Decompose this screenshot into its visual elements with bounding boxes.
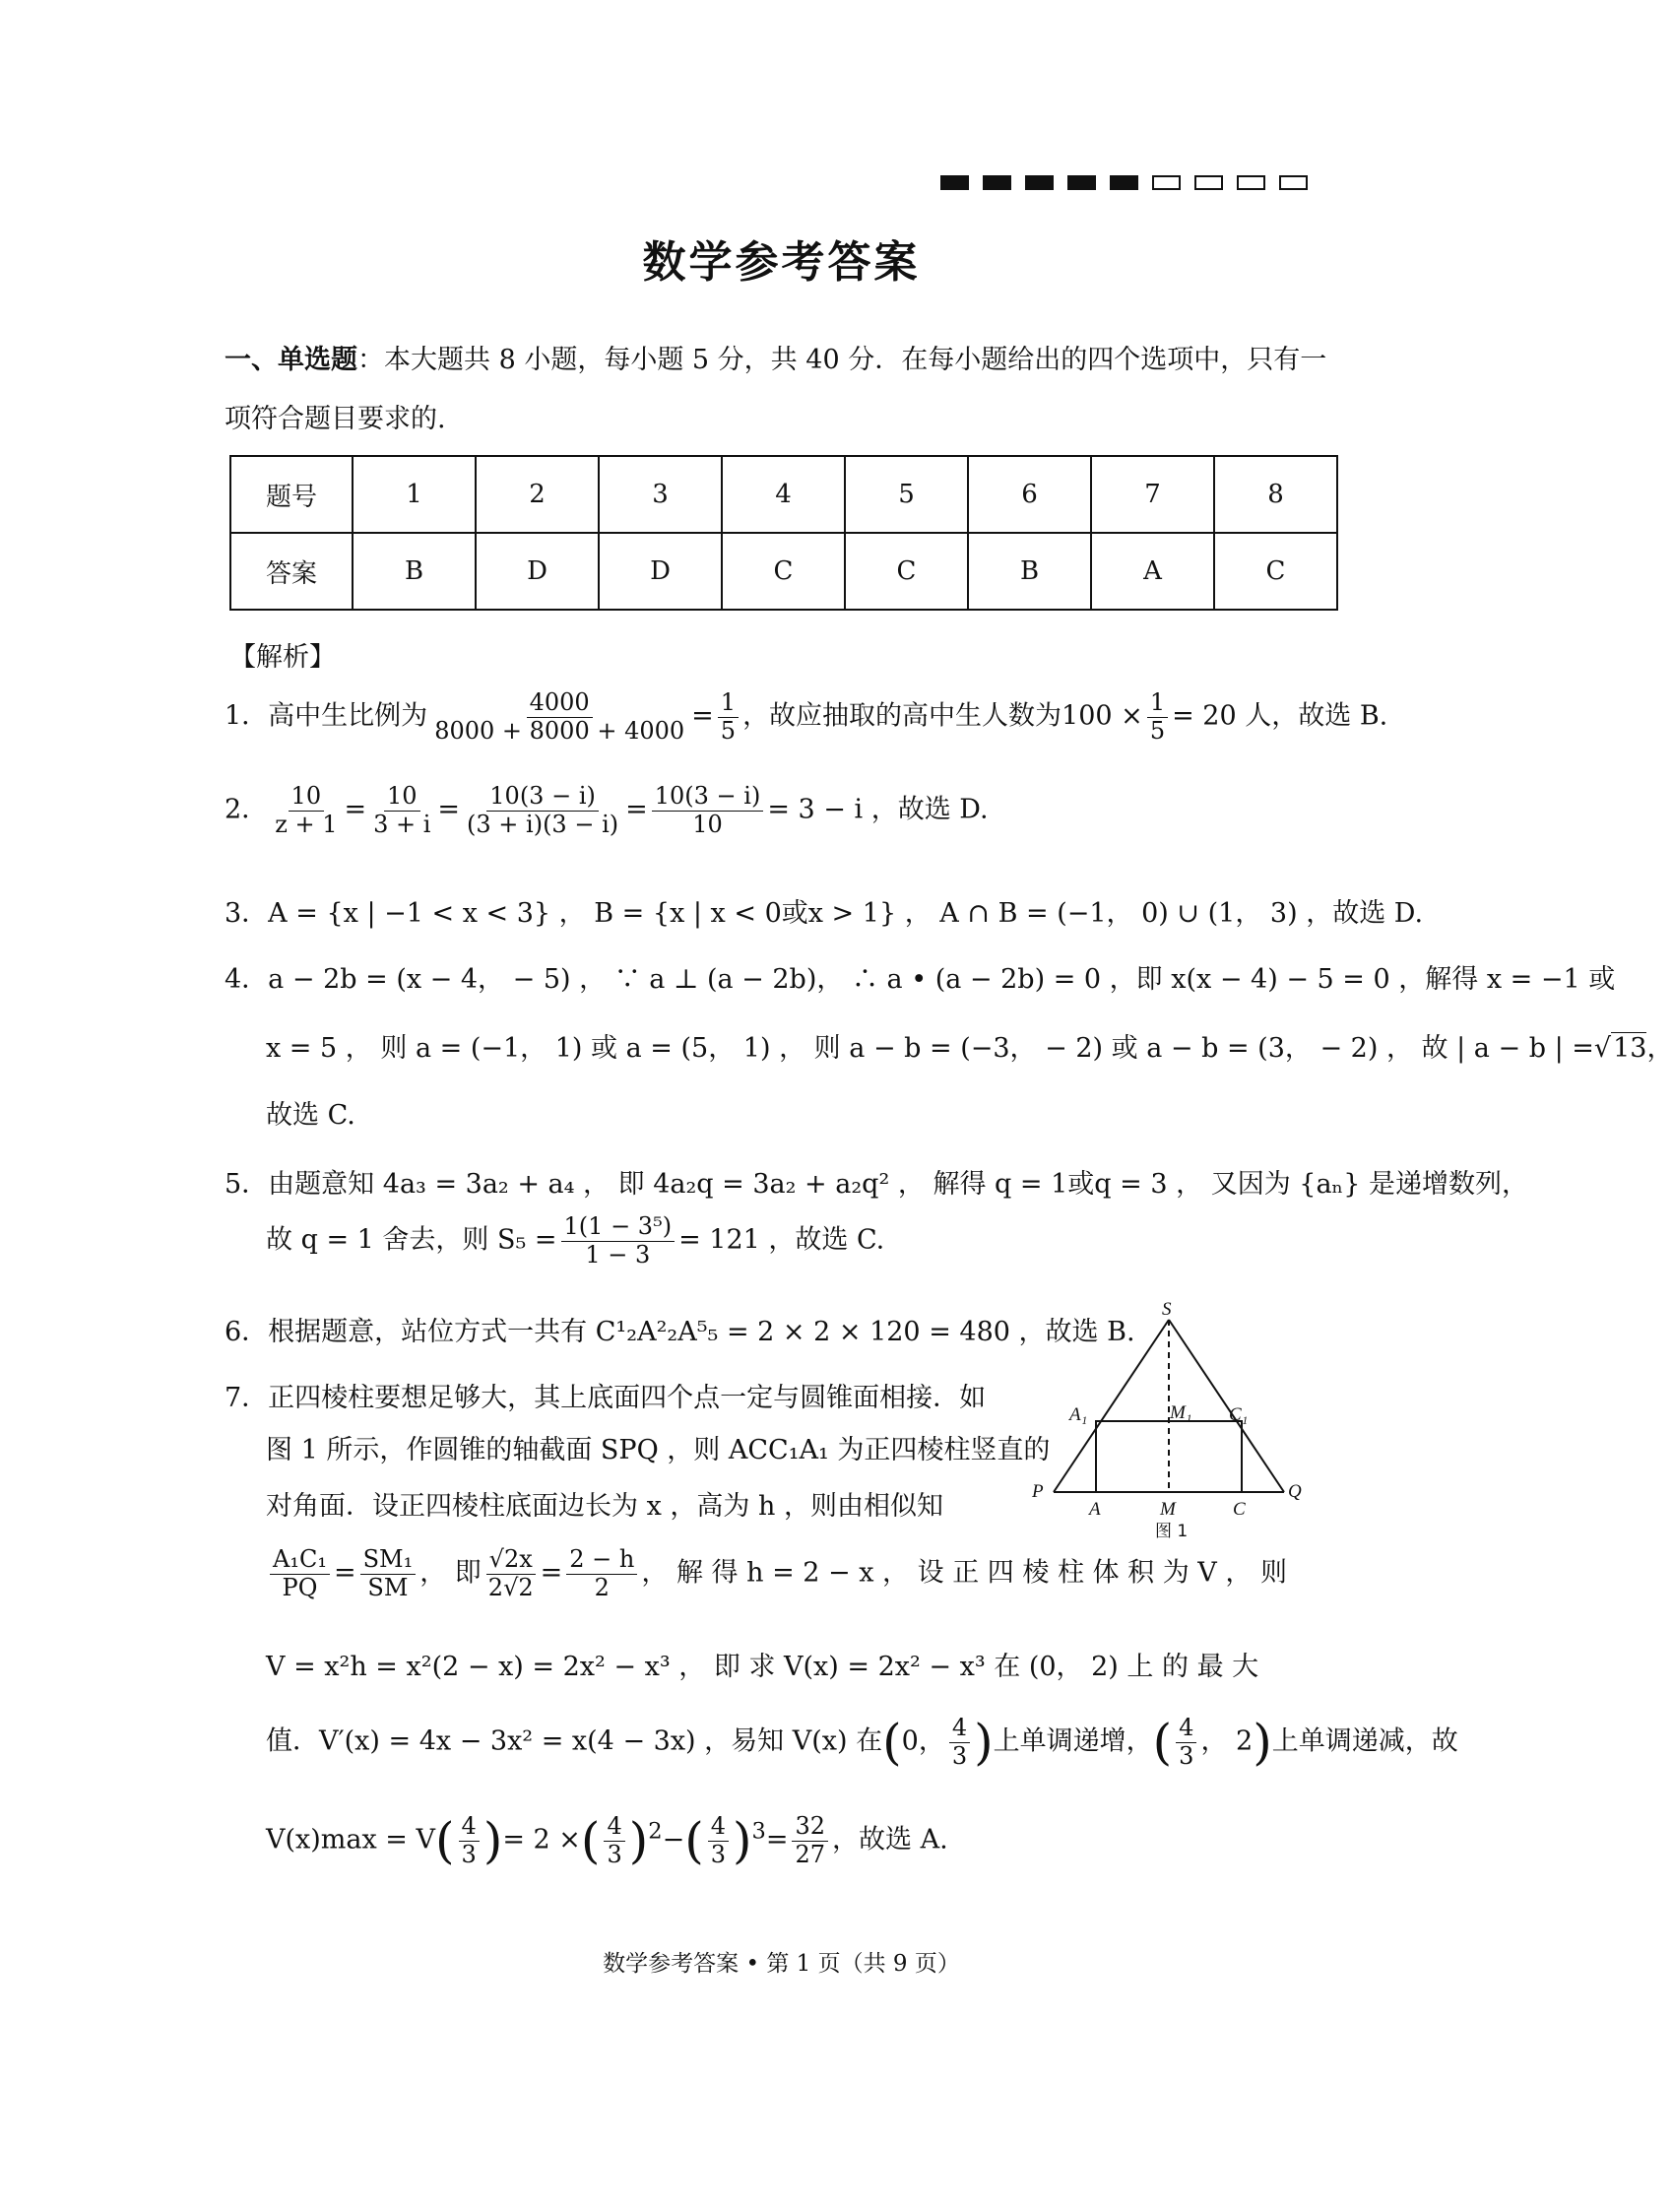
solution-7-line1: 7．正四棱柱要想足够大，其上底面四个点一定与圆锥面相接．如 bbox=[225, 1383, 987, 1413]
numerator: 10(3 − i) bbox=[652, 783, 764, 812]
page-title: 数学参考答案 bbox=[642, 237, 921, 288]
exponent: 2 bbox=[648, 1818, 663, 1845]
progress-mark-filled bbox=[1110, 175, 1138, 190]
numerator: 1(1 − 3⁵) bbox=[561, 1213, 676, 1242]
denominator: 2√2 bbox=[487, 1573, 534, 1601]
table-row bbox=[230, 456, 1337, 533]
progress-mark-filled bbox=[983, 175, 1011, 190]
denominator: 5 bbox=[720, 716, 737, 745]
solution-text: 故 q = 1 舍去，则 S₅ = bbox=[266, 1224, 557, 1256]
table-cell: 7 bbox=[1091, 456, 1214, 533]
solution-text: ， 解 得 h = 2 − x ， 设 正 四 棱 柱 体 积 为 V ， 则 bbox=[641, 1557, 1287, 1589]
fraction bbox=[431, 689, 687, 745]
denominator: 2 bbox=[594, 1573, 610, 1601]
cone-cross-section-figure bbox=[1024, 1300, 1310, 1546]
table-header-cell: 答案 bbox=[230, 533, 353, 610]
table-cell: 4 bbox=[722, 456, 845, 533]
denominator: 10 bbox=[692, 810, 723, 838]
solution-text: = bbox=[765, 1824, 789, 1855]
numerator: 2 − h bbox=[566, 1546, 637, 1575]
numerator: √2x bbox=[486, 1546, 536, 1575]
solution-text: x = 5 ， 则 a = (−1， 1) 或 a = (5， 1) ， 则 a − b = (−3， − 2) 或 a − b = (3， − 2) ， 故 | a − b | = bbox=[266, 1033, 1594, 1064]
progress-mark-filled bbox=[1067, 175, 1096, 190]
denominator: 8000 + 8000 + 4000 bbox=[434, 716, 685, 745]
numerator: 4 bbox=[949, 1715, 970, 1743]
denominator: 3 bbox=[1179, 1741, 1194, 1770]
table-cell: 2 bbox=[476, 456, 599, 533]
solution-text: 上单调递增， bbox=[993, 1725, 1153, 1757]
table-cell: 5 bbox=[845, 456, 968, 533]
fraction bbox=[1176, 1715, 1196, 1770]
solution-4-line2: x = 5 ， 则 a = (−1， 1) 或 a = (5， 1) ， 则 a − b = (−3， − 2) 或 a − b = (3， − 2) ， 故 | a − b | =√13， bbox=[266, 1033, 1673, 1064]
numerator: 1 bbox=[1147, 689, 1168, 718]
table-header-cell: 题号 bbox=[230, 456, 353, 533]
denominator: z + 1 bbox=[275, 810, 338, 838]
fraction bbox=[792, 1813, 828, 1868]
progress-mark-empty bbox=[1279, 175, 1308, 190]
fraction bbox=[652, 783, 764, 838]
denominator: (3 + i)(3 − i) bbox=[467, 810, 619, 838]
figure-label: A bbox=[1089, 1499, 1101, 1520]
table-cell: D bbox=[476, 533, 599, 610]
progress-mark-empty bbox=[1237, 175, 1265, 190]
progress-mark-empty bbox=[1152, 175, 1181, 190]
solution-text: = 2 × bbox=[502, 1824, 581, 1855]
denominator: PQ bbox=[282, 1573, 318, 1601]
sqrt-value: 13 bbox=[1613, 1033, 1647, 1064]
denominator: SM bbox=[367, 1573, 409, 1601]
exponent: 3 bbox=[751, 1818, 766, 1845]
solution-7-line7: V(x)max = V( $\frac{4}{3}$ )= 2 ×( $\frac{4}{3}$ )$^2$−( $\frac{4}{3}$ )$^3$= $\frac{32}{27}$ ，故选 A. bbox=[266, 1811, 948, 1869]
solution-4-line3: 故选 C. bbox=[266, 1100, 355, 1131]
table-cell: D bbox=[599, 533, 722, 610]
solution-text: = 3 − i ，故选 D. bbox=[767, 794, 989, 825]
fraction bbox=[561, 1213, 676, 1269]
solution-text: ， bbox=[1646, 1033, 1673, 1064]
denominator: 27 bbox=[795, 1840, 825, 1868]
solution-1 bbox=[225, 689, 1387, 745]
section-heading bbox=[225, 338, 1326, 376]
solution-7-line4: $\frac{\text{A₁C₁}}{PQ}$ = $\frac{\text{SM₁}}{SM}$ ， 即 $\frac{√2x}{2√2}$ = $\frac{2 - h}{2}$ ， 解 得 h = 2 − x ， 设 正 四 棱 柱 体 积 为 V ， 则 bbox=[266, 1546, 1287, 1601]
figure-caption: 图 1 bbox=[1155, 1522, 1189, 1541]
solution-text: V(x)max = V bbox=[266, 1824, 436, 1855]
denominator: 3 bbox=[607, 1840, 622, 1868]
solution-4-line1: 4．a − 2b = (x − 4， − 5) ， ∵ a ⊥ (a − 2b)， ∴ a • (a − 2b) = 0 ，即 x(x − 4) − 5 = 0 ，解得 x = −1 或 bbox=[225, 964, 1616, 995]
table-cell: 3 bbox=[599, 456, 722, 533]
solution-7-line2: 图 1 所示，作圆锥的轴截面 SPQ ，则 ACC₁A₁ 为正四棱柱竖直的 bbox=[266, 1435, 1051, 1465]
solution-text: − bbox=[662, 1824, 685, 1855]
denominator: 5 bbox=[1149, 716, 1166, 745]
table-cell: A bbox=[1091, 533, 1214, 610]
solution-7-line6: 值．V′(x) = 4x − 3x² = x(4 − 3x) ，易知 V(x) 在(0， $\frac{4}{3}$ )上单调递增，( $\frac{4}{3}$ ， 2)上单调递减，故 bbox=[266, 1713, 1458, 1771]
solution-6: 6．根据题意，站位方式一共有 C¹₂A²₂A⁵₅ = 2 × 2 × 120 = 480 ，故选 B. bbox=[225, 1317, 1135, 1347]
page-footer: 数学参考答案 • 第 1 页（共 9 页） bbox=[603, 1951, 960, 1977]
section-description: ：本大题共 8 小题，每小题 5 分，共 40 分．在每小题给出的四个选项中，只有一 bbox=[357, 345, 1327, 375]
solution-text: = 20 人，故选 B. bbox=[1172, 700, 1388, 732]
numerator: 32 bbox=[792, 1813, 828, 1842]
figure-label: Q bbox=[1288, 1481, 1302, 1502]
answer-table bbox=[229, 455, 1338, 611]
solution-5-line1: 5．由题意知 4a₃ = 3a₂ + a₄ ， 即 4a₂q = 3a₂ + a₂q² ， 解得 q = 1或q = 3 ， 又因为 {aₙ} 是递增数列， bbox=[225, 1169, 1529, 1200]
table-cell: B bbox=[353, 533, 476, 610]
numerator: 10(3 − i) bbox=[486, 783, 599, 812]
figure-label: S bbox=[1162, 1299, 1172, 1320]
table-cell: C bbox=[1214, 533, 1337, 610]
fraction bbox=[485, 1546, 537, 1601]
solution-text: = 121 ，故选 C. bbox=[678, 1224, 885, 1256]
page-progress-marks bbox=[940, 175, 1308, 190]
solution-text: 2． bbox=[225, 794, 269, 825]
numerator: 10 bbox=[289, 783, 325, 812]
numerator: 4 bbox=[708, 1813, 729, 1842]
denominator: 3 bbox=[951, 1741, 968, 1770]
fraction bbox=[272, 783, 340, 838]
interval-start: 0， bbox=[901, 1725, 945, 1757]
fraction bbox=[949, 1715, 970, 1770]
solution-7-line5: V = x²h = x²(2 − x) = 2x² − x³ ， 即 求 V(x) = 2x² − x³ 在 (0， 2) 上 的 最 大 bbox=[266, 1652, 1259, 1682]
figure-label: A₁ bbox=[1069, 1404, 1088, 1425]
table-cell: 6 bbox=[968, 456, 1091, 533]
solution-text: 1．高中生比例为 bbox=[225, 700, 428, 732]
numerator: SM₁ bbox=[360, 1546, 417, 1575]
solution-text: ，故应抽取的高中生人数为100 × bbox=[742, 700, 1143, 732]
solution-7-line3: 对角面．设正四棱柱底面边长为 x ，高为 h ，则由相似知 bbox=[266, 1491, 943, 1522]
solution-5-line2 bbox=[266, 1213, 884, 1269]
fraction bbox=[604, 1813, 624, 1868]
solution-text: 上单调递减，故 bbox=[1271, 1725, 1458, 1757]
numerator: 4000 bbox=[527, 689, 593, 718]
equals: = bbox=[691, 700, 714, 732]
solution-3: 3．A = {x | −1 < x < 3} ， B = {x | x < 0或x > 1} ， A ∩ B = (−1， 0) ∪ (1， 3) ，故选 D. bbox=[225, 898, 1424, 929]
fraction bbox=[464, 783, 621, 838]
section-description-cont: 项符合题目要求的. bbox=[225, 404, 446, 434]
fraction bbox=[370, 783, 433, 838]
section-heading-label: 一、单选题 bbox=[225, 345, 357, 375]
numerator: 4 bbox=[1176, 1715, 1196, 1743]
table-row bbox=[230, 533, 1337, 610]
fraction bbox=[360, 1546, 417, 1601]
table-cell: B bbox=[968, 533, 1091, 610]
figure-label: M bbox=[1160, 1499, 1176, 1520]
denominator: 3 bbox=[461, 1840, 477, 1868]
fraction bbox=[708, 1813, 729, 1868]
denominator: 1 − 3 bbox=[585, 1240, 651, 1269]
solution-text: ， 即 bbox=[419, 1557, 482, 1589]
numerator: 10 bbox=[384, 783, 420, 812]
table-cell: 1 bbox=[353, 456, 476, 533]
fraction bbox=[718, 689, 739, 745]
numerator: 4 bbox=[604, 1813, 624, 1842]
numerator: 4 bbox=[459, 1813, 480, 1842]
table-cell: 8 bbox=[1214, 456, 1337, 533]
solution-2: 2． $\frac{10}{z + 1}$ = $\frac{10}{3 + i}$ = $\frac{10(3 - i)}{(3 + i)(3 - i)}$ = $\frac{10(3 - i)}{10}$ = 3 − i ，故选 D. bbox=[225, 782, 989, 838]
progress-mark-empty bbox=[1194, 175, 1223, 190]
fraction bbox=[459, 1813, 480, 1868]
numerator: A₁C₁ bbox=[270, 1546, 330, 1575]
figure-label: M₁ bbox=[1170, 1402, 1192, 1423]
numerator: 1 bbox=[718, 689, 739, 718]
figure-label: C bbox=[1233, 1499, 1246, 1520]
denominator: 3 bbox=[710, 1840, 726, 1868]
fraction bbox=[566, 1546, 637, 1601]
denominator: 3 + i bbox=[373, 810, 431, 838]
interval-end: ， 2 bbox=[1200, 1725, 1254, 1757]
analysis-label: 【解析】 bbox=[229, 642, 336, 673]
solution-text: ，故选 A. bbox=[832, 1824, 948, 1855]
figure-label: C₁ bbox=[1229, 1404, 1249, 1425]
table-cell: C bbox=[845, 533, 968, 610]
fraction bbox=[1147, 689, 1168, 745]
progress-mark-filled bbox=[1025, 175, 1054, 190]
solution-text: 值．V′(x) = 4x − 3x² = x(4 − 3x) ，易知 V(x) 在 bbox=[266, 1725, 883, 1757]
figure-label: P bbox=[1032, 1481, 1044, 1502]
table-cell: C bbox=[722, 533, 845, 610]
fraction bbox=[270, 1546, 330, 1601]
progress-mark-filled bbox=[940, 175, 969, 190]
